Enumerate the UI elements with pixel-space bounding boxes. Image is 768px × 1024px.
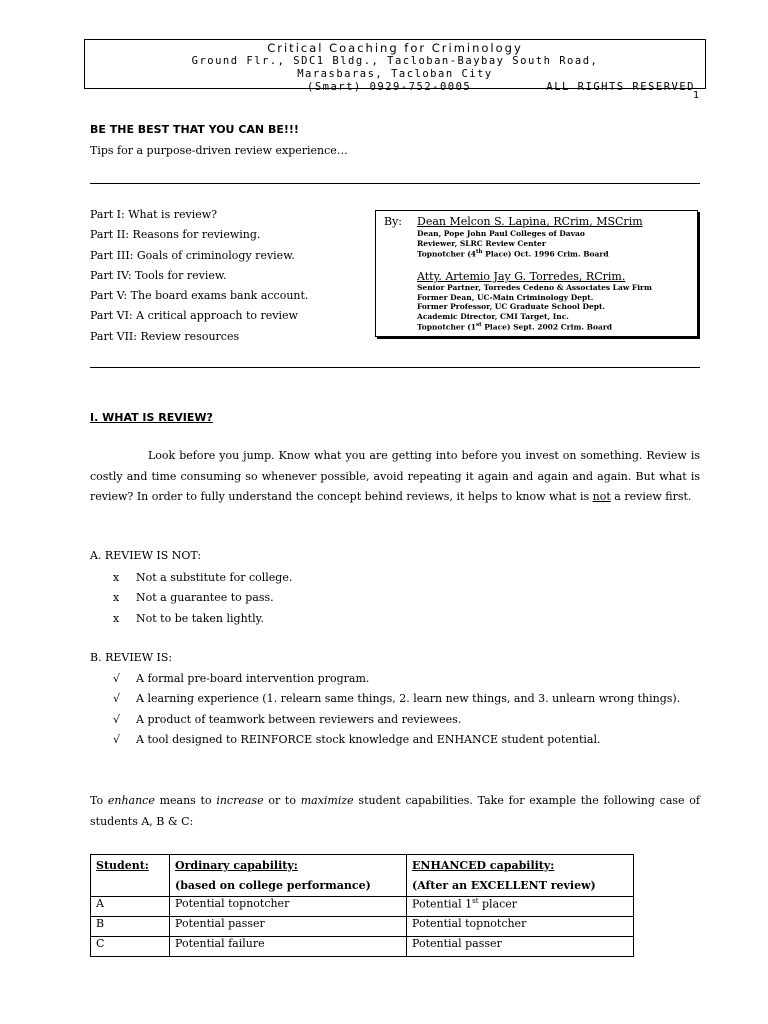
credential-line: Reviewer, SLRC Review Center	[417, 238, 546, 248]
parts-list	[90, 205, 308, 347]
table-cell: Potential failure	[170, 937, 407, 957]
author2-name: Atty. Artemio Jay G. Torredes, RCrim.	[417, 270, 626, 283]
table-cell: Potential passer	[170, 917, 407, 937]
page-number: 1	[693, 90, 700, 101]
credential-line: Former Dean, UC-Main Criminology Dept.	[417, 292, 594, 302]
author2-credentials	[417, 283, 652, 332]
part-item: Part I: What is review?	[90, 208, 218, 221]
part-item: Part IV: Tools for review.	[90, 268, 227, 282]
table-header-row	[91, 855, 634, 897]
list-item: √ A learning experience (1. relearn same things, 2. learn new things, and 3. unlearn wrong things).	[113, 692, 681, 706]
table-header-enhanced: ENHANCED capability: (After an EXCELLENT review)	[407, 855, 634, 897]
credential-line: Senior Partner, Torredes Cedeno & Associates Law Firm	[417, 283, 652, 292]
table-header-student: Student:	[91, 855, 170, 897]
divider-top	[90, 183, 700, 184]
section-title: I. WHAT IS REVIEW?	[90, 411, 213, 424]
header-address-line1: Ground Flr., SDC1 Bldg., Tacloban-Baybay South Road,	[191, 55, 599, 67]
list-item: x Not to be taken lightly.	[113, 611, 264, 625]
table-header-ordinary: Ordinary capability: (based on college performance)	[170, 855, 407, 897]
header-title: Critical Coaching for Criminology	[267, 41, 523, 55]
list-item: x Not a guarantee to pass.	[113, 591, 274, 605]
table-row	[91, 937, 634, 957]
credential-line: Topnotcher (4th Place) Oct. 1996 Crim. Board	[417, 249, 609, 259]
part-item: Part VI: A critical approach to review	[90, 309, 298, 323]
tips-subtitle: Tips for a purpose-driven review experience…	[90, 144, 348, 157]
table-cell: Potential passer	[407, 937, 634, 957]
header-phone: (Smart) 0929-752-0005	[307, 81, 472, 93]
table-row	[91, 917, 634, 937]
part-item: Part III: Goals of criminology review.	[90, 248, 295, 262]
list-item: √ A product of teamwork between reviewers and reviewees.	[113, 712, 462, 726]
header-address-line2: Marasbaras, Tacloban City	[297, 68, 493, 80]
table-cell: Potential topnotcher	[407, 917, 634, 937]
authors-box	[375, 210, 698, 337]
table-cell: Potential 1st placer	[407, 897, 634, 917]
review-is-not-list	[113, 568, 701, 629]
table-cell: C	[91, 937, 170, 957]
credential-line: Former Professor, UC Graduate School Dept.	[417, 302, 606, 312]
table-cell: Potential topnotcher	[170, 897, 407, 917]
header-contact-row	[85, 81, 705, 94]
credential-line: Academic Director, CMI Target, Inc.	[417, 311, 569, 321]
capability-table	[90, 854, 634, 957]
part-item: Part II: Reasons for reviewing.	[90, 228, 261, 242]
author1-credentials	[417, 229, 609, 259]
table-cell: B	[91, 917, 170, 937]
review-is-not-heading: A. REVIEW IS NOT:	[90, 549, 202, 562]
divider-bottom	[90, 367, 700, 368]
list-item: √ A tool designed to REINFORCE stock knowledge and ENHANCE student potential.	[113, 732, 601, 746]
review-is-list	[113, 669, 701, 750]
part-item: Part V: The board exams bank account.	[90, 289, 309, 303]
headline: BE THE BEST THAT YOU CAN BE!!!	[90, 123, 299, 136]
list-item: √ A formal pre-board intervention program.	[113, 672, 370, 685]
credential-line: Topnotcher (1st Place) Sept. 2002 Crim. Board	[417, 322, 613, 332]
author1-name: Dean Melcon S. Lapina, RCrim, MSCrim	[417, 215, 643, 228]
credential-line: Dean, Pope John Paul Colleges of Davao	[417, 229, 585, 238]
part-item: Part VII: Review resources	[90, 329, 240, 343]
header-rights: ALL RIGHTS RESERVED	[546, 81, 695, 93]
list-item: x Not a substitute for college.	[113, 571, 293, 584]
intro-paragraph: Look before you jump. Know what you are getting into before you invest on something. Review is costly and time consuming so whenever possible, avoid repeating it again and again and again. But what is review? In order to fully understand the concept behind reviews, it helps to know what is not a review first.	[90, 449, 700, 504]
review-is-heading: B. REVIEW IS:	[90, 651, 173, 664]
document-header	[84, 39, 706, 93]
table-row	[91, 897, 634, 917]
table-cell: A	[91, 897, 170, 917]
enhance-paragraph: To enhance means to increase or to maximize student capabilities. Take for example the following case of students A, B & C:	[90, 794, 700, 828]
by-label: By:	[384, 215, 403, 228]
